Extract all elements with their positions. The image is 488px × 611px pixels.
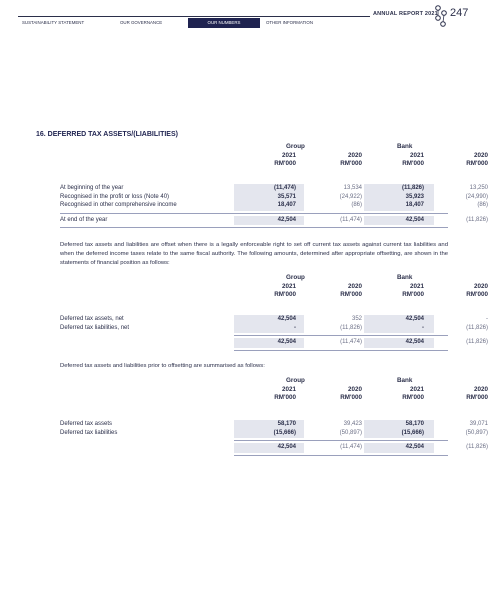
cell-value: (86) [477,202,488,208]
page-number: 247 [450,7,469,19]
cell-value: (11,474) [340,216,362,223]
cell-value: 18,407 [405,202,424,208]
divider [234,440,448,441]
cell-value: (50,897) [465,429,488,436]
cell-value: (86) [351,202,362,208]
cell-value: (15,666) [273,429,296,436]
bank-heading: Bank [397,377,413,384]
cell-value: 39,423 [343,421,362,427]
group-heading: Group [286,143,305,150]
cell-value: 58,170 [277,421,296,427]
table-header [60,274,488,304]
unit-heading: RM'000 [274,160,296,167]
year-heading: 2021 [281,386,296,393]
cell-value: 35,923 [405,193,424,200]
cell-value: (11,474) [340,339,362,345]
cell-value: 58,170 [405,421,424,427]
year-heading: 2021 [281,283,296,290]
cell-value: (15,666) [401,429,424,436]
tab-our-governance[interactable]: OUR GOVERNANCE [120,20,163,25]
cell-value: - [486,316,488,322]
table-row [60,324,488,334]
total-row [60,444,488,453]
divider [234,455,448,456]
unit-heading: RM'000 [274,291,296,298]
cell-value: 42,504 [277,316,296,322]
row-label: At end of the year [60,216,108,223]
cell-value: (24,922) [339,193,362,200]
group-heading: Group [286,377,305,384]
cell-value: (11,826) [340,324,362,331]
table-header [60,143,488,173]
movement-table [60,143,488,229]
cell-value: 352 [351,316,362,322]
row-label: Deferred tax assets, net [60,316,124,322]
divider [60,227,448,228]
row-label: At beginning of the year [60,185,124,191]
unit-heading: RM'000 [466,160,488,167]
cell-value: 13,250 [469,185,488,191]
cell-value: 42,504 [405,444,424,450]
table-row [60,429,488,439]
total-row [60,216,488,226]
unit-heading: RM'000 [466,291,488,298]
divider [234,350,448,351]
year-heading: 2020 [347,152,362,159]
bank-heading: Bank [397,143,413,150]
cell-value: (50,897) [339,429,362,436]
divider [60,213,448,214]
year-heading: 2021 [409,386,424,393]
cell-value: (11,474) [340,444,362,450]
bank-heading: Bank [397,274,413,281]
total-row [60,339,488,348]
row-label: Deferred tax liabilities [60,429,118,436]
cell-value: 18,407 [277,202,296,208]
unit-heading: RM'000 [340,394,362,401]
table-header [60,377,488,407]
cell-value: (11,826) [466,444,488,450]
tab-sustainability-statement[interactable]: SUSTAINABILITY STATEMENT [22,20,85,25]
year-heading: 2021 [409,152,424,159]
cell-value: 42,504 [405,316,424,322]
row-label: Deferred tax liabilities, net [60,324,130,331]
year-heading: 2020 [347,283,362,290]
cell-value: 42,504 [405,216,424,223]
cell-value: (24,990) [465,193,488,200]
unit-heading: RM'000 [402,291,424,298]
unit-heading: RM'000 [340,160,362,167]
year-heading: 2020 [473,283,488,290]
cell-value: (11,826) [466,216,488,223]
year-heading: 2021 [409,283,424,290]
cell-value: 35,571 [277,193,296,200]
prior-offsetting-table [60,377,488,457]
financial-position-table [60,274,488,352]
cell-value: 13,534 [343,185,362,191]
unit-heading: RM'000 [402,160,424,167]
cell-value: (11,826) [466,324,488,331]
prior-offsetting-paragraph: Deferred tax assets and liabilities prior to offsetting are summarised as follows: [60,363,265,369]
report-label: ANNUAL REPORT 2021 [370,11,438,17]
cell-value: 39,071 [469,421,488,427]
cell-value: 42,504 [277,444,296,450]
cell-value: (11,826) [401,185,424,191]
tab-our-numbers[interactable]: OUR NUMBERS [188,18,260,28]
group-heading: Group [286,274,305,281]
cell-value: - [422,324,424,331]
cell-value: 42,504 [405,339,424,345]
row-label: Recognised in the profit or loss (Note 40) [60,193,170,200]
cell-value: (11,474) [273,185,296,191]
row-label: Deferred tax assets [60,421,113,427]
cell-value: 42,504 [277,216,296,223]
offsetting-paragraph: Deferred tax assets and liabilities are offset when there is a legally enforceable right to set off current tax assets against current tax liabilities and when the deferred income taxes relate to the same fiscal authority. The following amounts, determined after appropriate offsetting, are shown in the statements of financial position as follows: [60,242,448,267]
year-heading: 2020 [473,152,488,159]
cell-value: 42,504 [277,339,296,345]
table-row [60,202,488,211]
unit-heading: RM'000 [274,394,296,401]
tab-other-information[interactable]: OTHER INFORMATION [266,20,313,25]
note-title: 16. DEFERRED TAX ASSETS/(LIABILITIES) [36,131,178,138]
cell-value: (11,826) [466,339,488,345]
cell-value: - [294,324,296,331]
unit-heading: RM'000 [402,394,424,401]
unit-heading: RM'000 [466,394,488,401]
divider [234,335,448,336]
row-label: Recognised in other comprehensive income [60,202,177,208]
report-emblem-icon [434,4,448,28]
year-heading: 2021 [281,152,296,159]
section-nav [18,18,340,28]
year-heading: 2020 [347,386,362,393]
unit-heading: RM'000 [340,291,362,298]
year-heading: 2020 [473,386,488,393]
